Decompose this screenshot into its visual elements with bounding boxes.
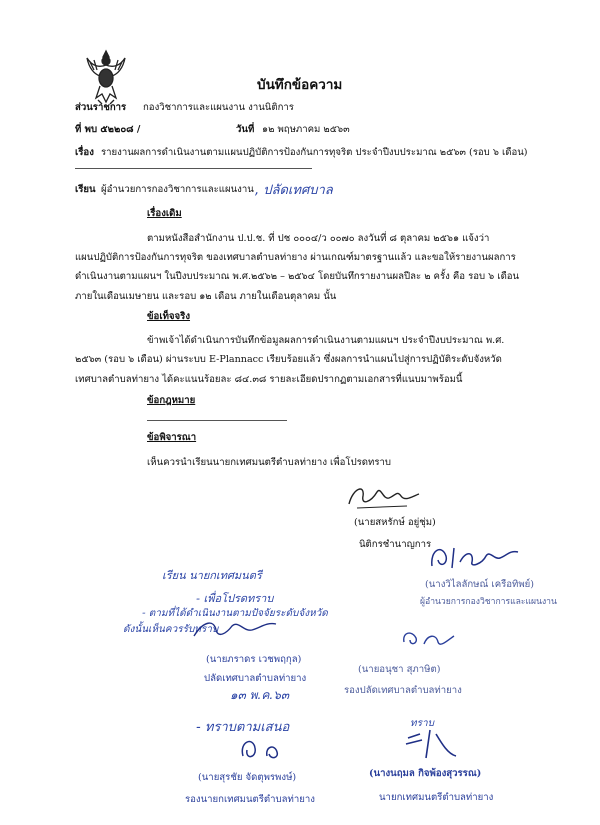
salutation-label: เรียน: [75, 184, 96, 195]
director-name: (นางวิไลลักษณ์ เครือทิพย์): [425, 579, 535, 590]
deputy-mayor-position: รองนายกเทศมนตรีตำบลท่ายาง: [185, 794, 315, 805]
salutation-handwritten: , ปลัดเทศบาล: [255, 183, 333, 198]
mayor-name: (นางนฤมล กิจพ้องสุวรรณ): [369, 768, 482, 779]
date-value: ๑๒ พฤษภาคม ๒๕๖๓: [262, 124, 350, 135]
handwritten-for-info: - เพื่อโปรดทราบ: [196, 592, 274, 605]
handwritten-date: ๑๓ พ.ค.๖๓: [230, 688, 290, 702]
header-divider: [75, 168, 312, 169]
consider-line: เห็นควรนำเรียนนายกเทศมนตรีตำบลท่ายาง เพื่อโปรดทราบ: [147, 457, 391, 468]
facts-line-3: เทศบาลตำบลท่ายาง ได้คะแนนร้อยละ ๘๔.๓๘ รายละเอียดปรากฏตามเอกสารที่แนบมาพร้อมนี้: [75, 374, 463, 385]
date-label: วันที่: [236, 124, 255, 135]
law-heading: ข้อกฎหมาย: [147, 395, 196, 406]
background-line-2: แผนปฏิบัติการป้องกันการทุจริต ของเทศบาลตำบลท่ายาง ผ่านเกณฑ์มาตรฐานแล้ว และขอให้รายงานผลการ: [75, 252, 516, 263]
handwritten-mayor-note: ทราบ: [410, 718, 434, 729]
clerk-position: ปลัดเทศบาลตำบลท่ายาง: [204, 673, 307, 684]
background-line-3: ดำเนินงานตามแผนฯ ในปีงบประมาณ พ.ศ.๒๕๖๒ – ๒๕๖๔ โดยบันทึกรายงานผลปีละ ๒ ครั้ง คือ รอบ ๖ เดือน: [75, 271, 520, 282]
facts-heading: ข้อเท็จจริง: [147, 311, 191, 322]
director-position: ผู้อำนวยการกองวิชาการและแผนงาน: [420, 597, 557, 607]
director-signature: [424, 540, 524, 574]
salutation-value: ผู้อำนวยการกองวิชาการและแผนงาน: [101, 184, 254, 195]
background-line-4: ภายในเดือนเมษายน และรอบ ๑๒ เดือน ภายในเดือนตุลาคม นั้น: [75, 291, 337, 302]
handwritten-scribble-2: ดังนั้นเห็นควรรับทราบ: [123, 624, 219, 635]
clerk-name: (นายภราดร เวชพฤกุล): [206, 654, 302, 665]
deputy-clerk-signature: [398, 626, 458, 652]
handwritten-mayor-address: เรียน นายกเทศมนตรี: [162, 569, 262, 582]
handwritten-scribble-1: - ตามที่ได้ดำเนินงานตามปัจจัยระดับจังหวัด: [142, 608, 328, 619]
deputy-mayor-signature: [233, 732, 293, 766]
legal-officer-name: (นายสหรักษ์ อยู่ชุ่ม): [354, 517, 436, 528]
ref-label: ที่ พบ ๕๒๒๐๘ /: [75, 124, 141, 135]
consider-heading: ข้อพิจารณา: [147, 432, 197, 443]
mayor-position: นายกเทศมนตรีตำบลท่ายาง: [379, 792, 494, 803]
deputy-clerk-name: (นายอนุชา สุภาษิต): [358, 664, 441, 675]
clerk-signature: [190, 616, 280, 646]
garuda-emblem: [84, 48, 128, 106]
mayor-signature: [400, 724, 460, 764]
facts-line-2: ๒๕๖๓ (รอบ ๖ เดือน) ผ่านระบบ E-Plannacc เรียบร้อยแล้ว ซึ่งผลการนำแผนไปสู่การปฏิบัติระดับจังหวัด: [75, 354, 502, 365]
background-line-1: ตามหนังสือสำนักงาน ป.ป.ช. ที่ ปช ๐๐๐๔/ว ๐๐๗๐ ลงวันที่ ๘ ตุลาคม ๒๕๖๑ แจ้งว่า: [147, 233, 490, 244]
memo-title: บันทึกข้อความ: [257, 77, 343, 93]
handwritten-acknowledged: - ทราบตามเสนอ: [196, 720, 290, 735]
section-label: ส่วนราชการ: [75, 102, 127, 113]
legal-officer-signature: [343, 482, 423, 514]
subject-label: เรื่อง: [75, 147, 94, 158]
deputy-mayor-name: (นายสุรชัย จัดตุพรพงษ์): [198, 772, 297, 783]
background-heading: เรื่องเดิม: [147, 208, 182, 219]
law-divider: [147, 420, 287, 421]
section-value: กองวิชาการและแผนงาน งานนิติการ: [143, 102, 294, 113]
subject-value: รายงานผลการดำเนินงานตามแผนปฏิบัติการป้องกันการทุจริต ประจำปีงบประมาณ ๒๕๖๓ (รอบ ๖ เดือน): [101, 147, 528, 158]
deputy-clerk-position: รองปลัดเทศบาลตำบลท่ายาง: [344, 685, 462, 696]
legal-officer-position: นิติกรชำนาญการ: [359, 539, 432, 550]
facts-line-1: ข้าพเจ้าได้ดำเนินการบันทึกข้อมูลผลการดำเนินงานตามแผนฯ ประจำปีงบประมาณ พ.ศ.: [147, 335, 505, 346]
